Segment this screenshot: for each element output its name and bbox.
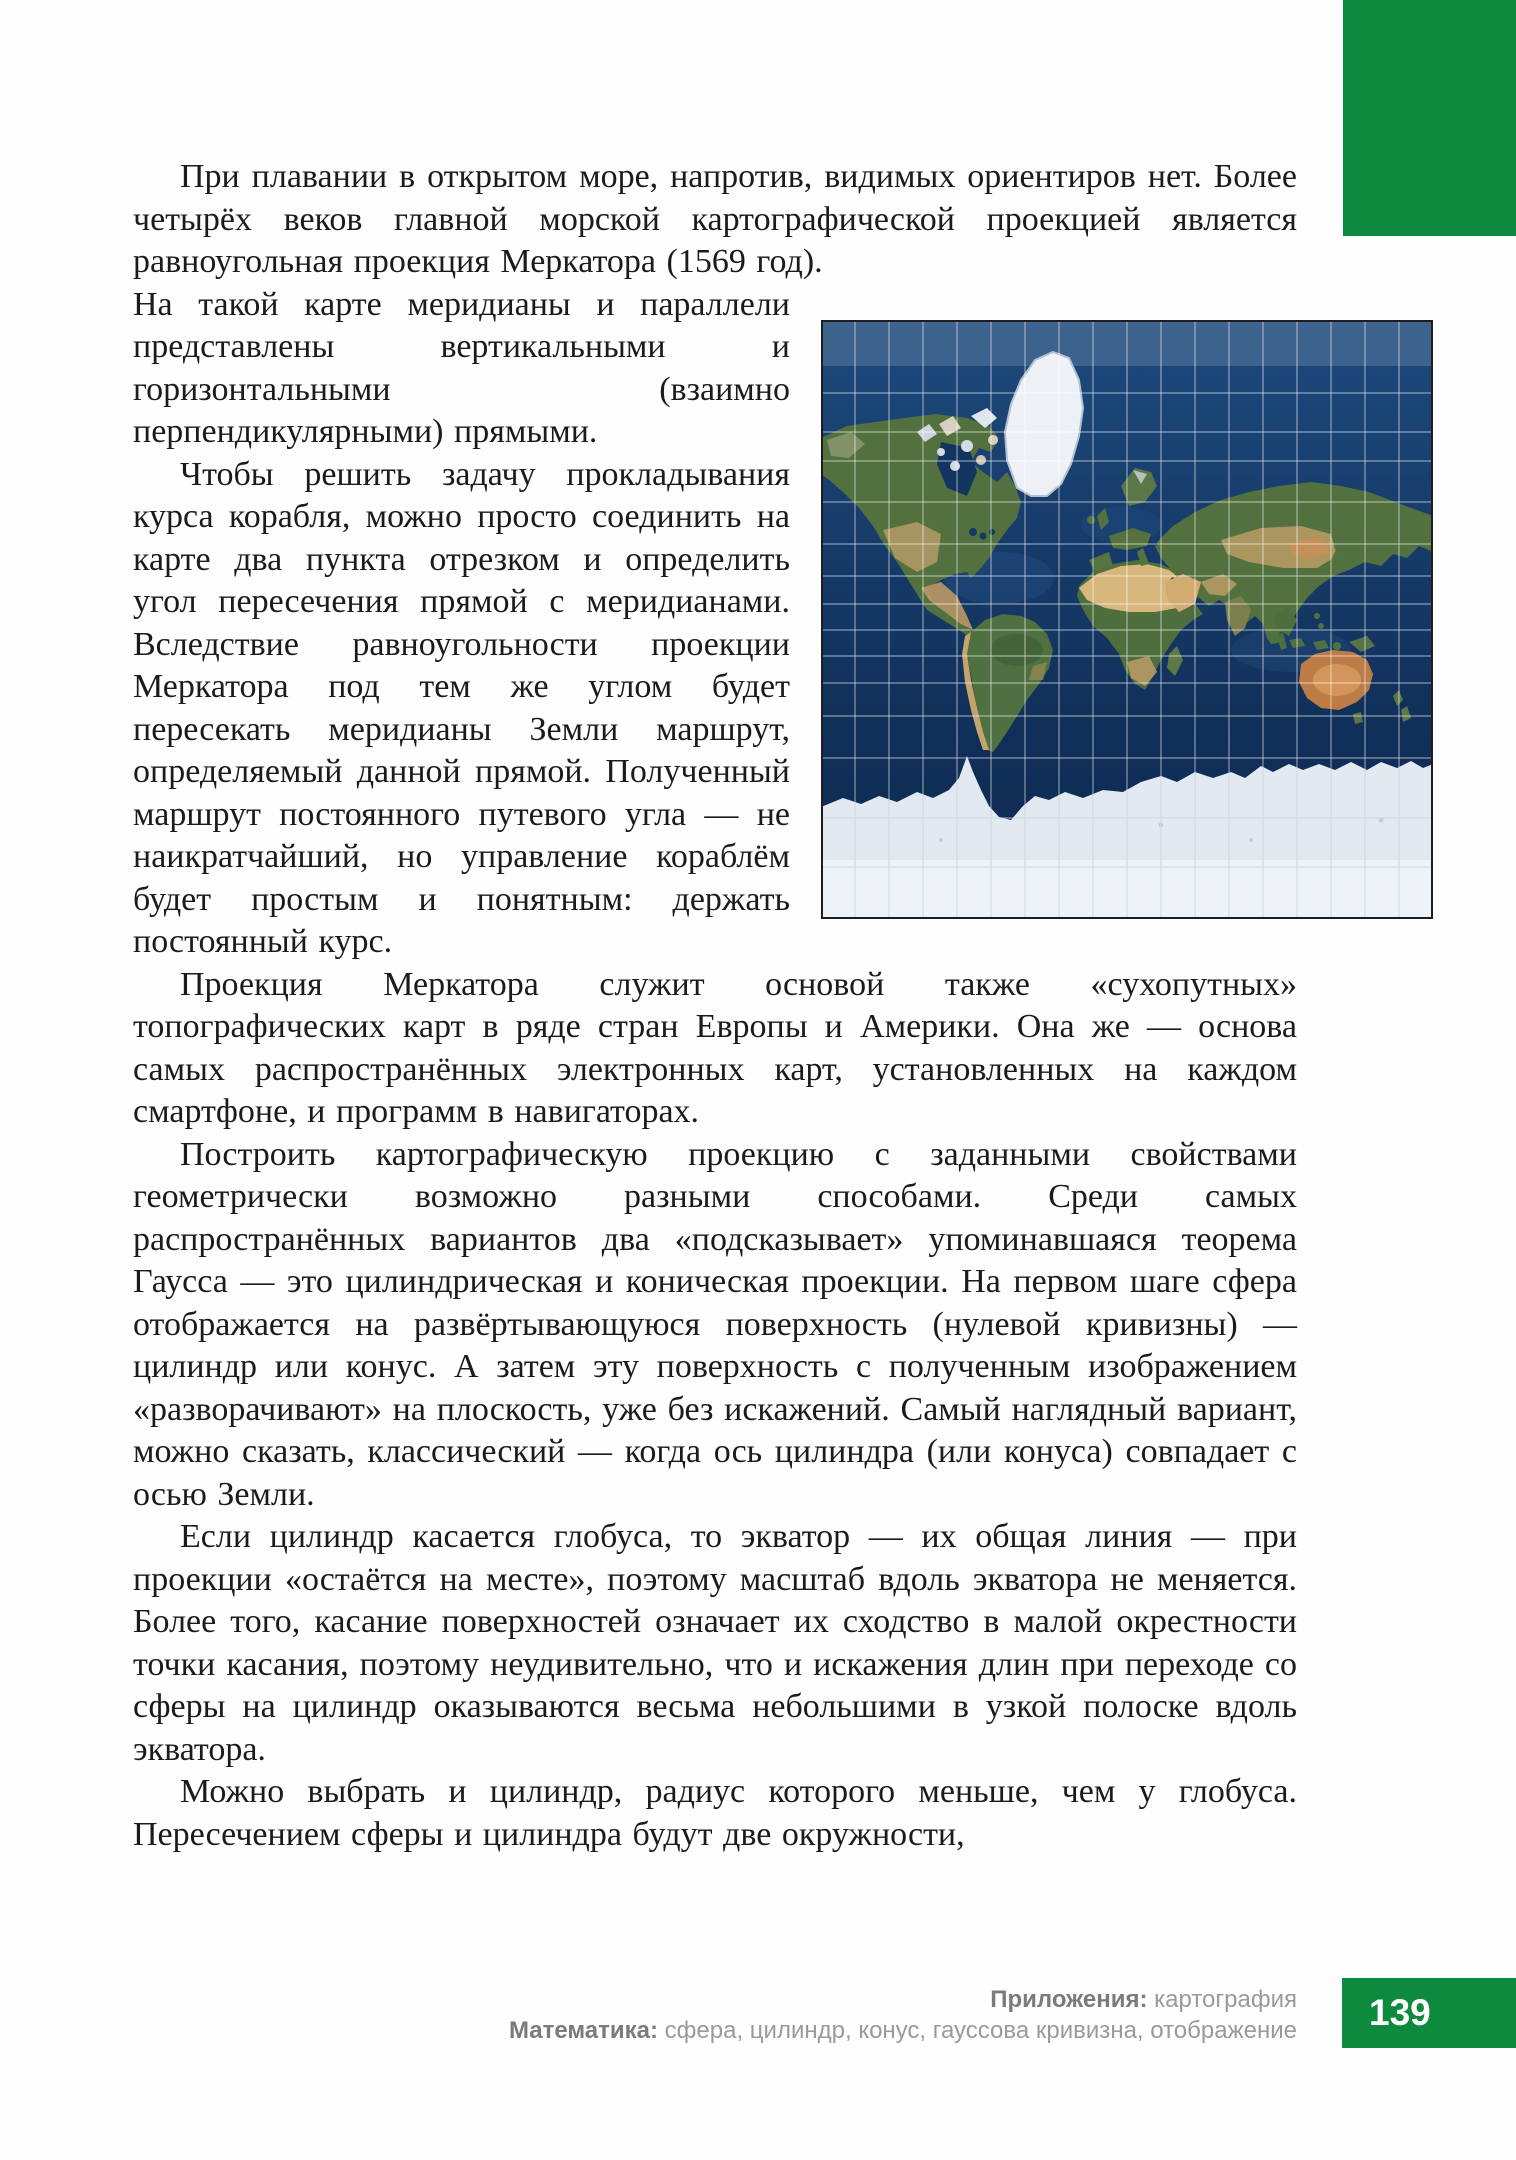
footer-value-applications: картография: [1147, 1986, 1297, 2013]
narrow-column: [133, 284, 790, 964]
paragraph-tangent-cylinder: Если цилиндр касается глобуса, то экватор — их общая линия — при проекции «остаётся на месте», поэтому масштаб вдоль экватора не меняется. Более того, касание поверхностей означает их сходство в малой окрестности точки касания, поэтому неудивительно, что и искажения длин при переходе со сферы на цилиндр оказываются весьма небольшими в узкой полоске вдоль экватора.: [133, 1518, 1297, 1768]
page-footer-index: [133, 1984, 1297, 2046]
paragraph-grid-lines: На такой карте меридианы и параллели представлены вертикальными и горизонтальными (взаимно перпендикулярными) прямыми.: [133, 285, 790, 450]
footer-value-mathematics: сфера, цилиндр, конус, гауссова кривизна, отображение: [658, 2017, 1297, 2044]
paragraph-land-maps: Проекция Меркатора служит основой также «сухопутных» топографических карт в ряде стран Европы и Америки. Она же — основа самых распространённых электронных карт, установленных на каждом смартфоне, и программ в навигаторах.: [133, 965, 1297, 1130]
page-number: 139: [1369, 1992, 1431, 2033]
paragraph-smaller-cylinder: Можно выбрать и цилиндр, радиус которого меньше, чем у глобуса. Пересечением сферы и цилиндра будут две окружности,: [133, 1773, 1297, 1853]
mercator-world-map-image: [821, 320, 1433, 919]
paragraph-mercator-intro: При плавании в открытом море, напротив, видимых ориентиров нет. Более четырёх веков главной морской картографической проекцией является равноугольная проекция Меркатора (1569 год).: [133, 158, 1297, 280]
footer-line-mathematics: [133, 2015, 1297, 2046]
footer-label-applications: Приложения:: [990, 1986, 1148, 2013]
chapter-color-tab: [1343, 0, 1516, 236]
footer-line-applications: [133, 1984, 1297, 2015]
footer-label-mathematics: Математика:: [508, 2017, 659, 2044]
paragraph-projection-construction: Построить картографическую проекцию с заданными свойствами геометрически возможно разными способами. Среди самых распространённых вариантов два «подсказывает» упоминавшаяся теорема Гаусса — это цилиндрическая и коническая проекции. На первом шаге сфера отображается на развёртывающуюся поверхность (нулевой кривизны) — цилиндр или конус. А затем эту поверхность с полученным изображением «разворачивают» на плоскость, уже без искажений. Самый наглядный вариант, можно сказать, классический — когда ось цилиндра (или конуса) совпадает с осью Земли.: [133, 1135, 1297, 1513]
page-number-badge: [1342, 1978, 1516, 2048]
paragraph-course-plotting: Чтобы решить задачу прокладывания курса корабля, можно просто соединить на карте два пункта отрезком и определить угол пересечения прямой с меридианами. Вследствие равноугольности проекции Меркатора под тем же углом будет пересекать меридианы Земли маршрут, определяемый данной прямой. Полученный маршрут постоянного путевого угла — не наикратчайший, но управление кораблём будет простым и понятным: держать постоянный курс.: [133, 455, 790, 960]
